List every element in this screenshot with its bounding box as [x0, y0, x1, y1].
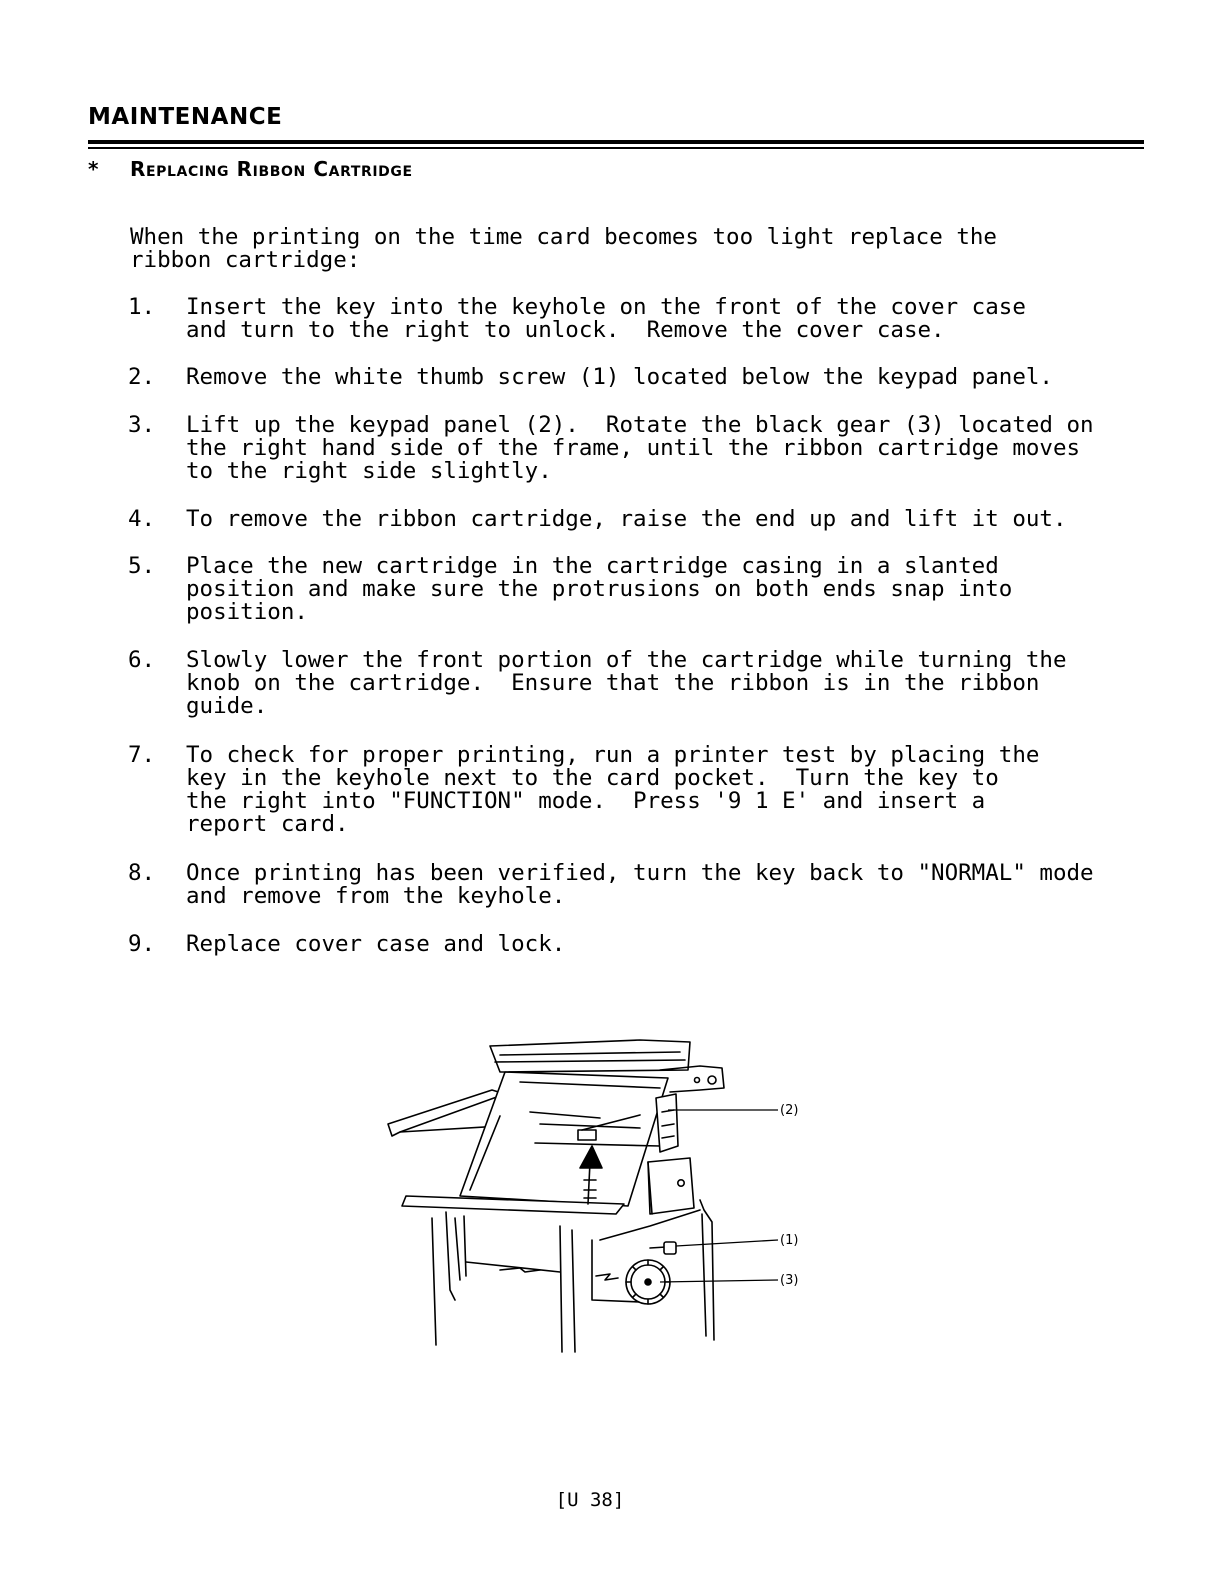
subsection-title: Replacing Ribbon Cartridge [130, 157, 413, 181]
step-number: 9. [128, 931, 156, 957]
star-bullet: * [88, 157, 100, 181]
page-number: [U 38] [555, 1489, 625, 1511]
section-title: MAINTENANCE [88, 104, 283, 130]
step-text: Remove the white thumb screw (1) located below the keypad panel. [186, 364, 1053, 390]
step-text: To check for proper printing, run a printer test by placing the key in the keyhole next to the card pocket. Turn the key to the right into "FUNCTION" mode. Press '9 1 E' and insert a report card. [186, 742, 1040, 837]
intro-paragraph: When the printing on the time card becomes too light replace the ribbon cartridge: [130, 224, 997, 273]
step-text: Slowly lower the front portion of the cartridge while turning the knob on the cartridge. Ensure that the ribbon is in the ribbon guide. [186, 647, 1067, 719]
step-number: 5. [128, 553, 156, 579]
step-number: 7. [128, 742, 156, 768]
step-number: 6. [128, 647, 156, 673]
subsection-heading [88, 157, 413, 181]
ribbon-cartridge-diagram [380, 1035, 820, 1360]
step-number: 3. [128, 412, 156, 438]
step-text: Replace cover case and lock. [186, 931, 566, 957]
step-number: 1. [128, 294, 156, 320]
callout-label-keypad-panel: (2) [780, 1103, 799, 1118]
callout-label-thumb-screw: (1) [780, 1233, 799, 1248]
step-text: Lift up the keypad panel (2). Rotate the black gear (3) located on the right hand side of the frame, until the ribbon cartridge moves to the right side slightly. [186, 412, 1094, 484]
step-number: 8. [128, 860, 156, 886]
step-text: To remove the ribbon cartridge, raise the end up and lift it out. [186, 506, 1067, 532]
callout-label-gear: (3) [780, 1273, 799, 1288]
header-rule-thick [88, 140, 1144, 144]
step-text: Place the new cartridge in the cartridge casing in a slanted position and make sure the protrusions on both ends snap into position. [186, 553, 1013, 625]
header-rule-thin [88, 147, 1144, 149]
step-number: 2. [128, 364, 156, 390]
step-text: Insert the key into the keyhole on the front of the cover case and turn to the right to unlock. Remove the cover case. [186, 294, 1026, 343]
step-text: Once printing has been verified, turn the key back to "NORMAL" mode and remove from the keyhole. [186, 860, 1094, 909]
step-number: 4. [128, 506, 156, 532]
